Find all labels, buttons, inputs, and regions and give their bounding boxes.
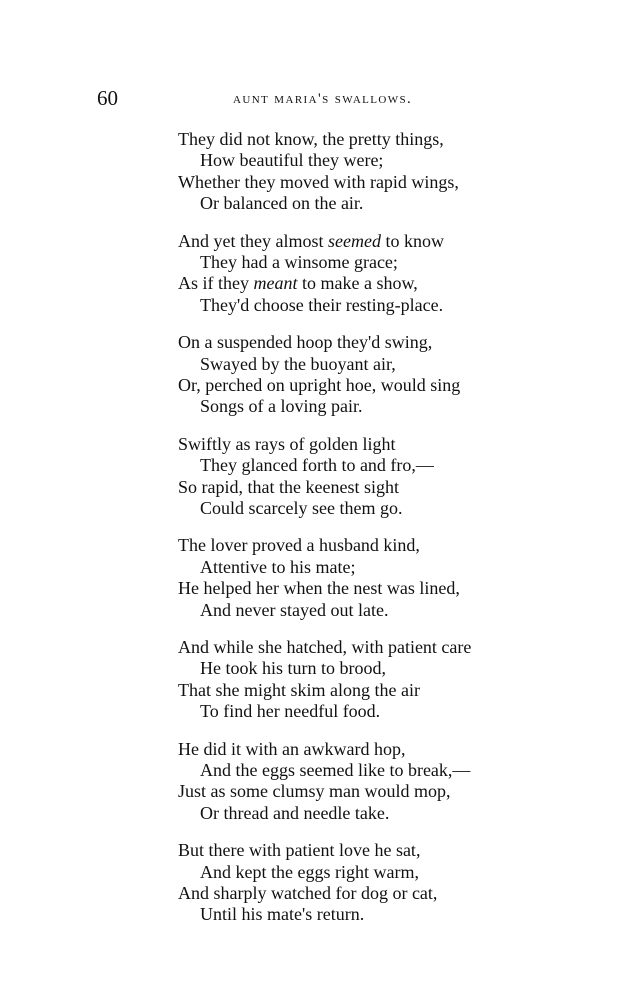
poem-line: Swayed by the buoyant air,: [200, 353, 396, 374]
italic-word: meant: [253, 273, 298, 294]
poem-line: The lover proved a husband kind,: [178, 535, 420, 556]
poem-line: Songs of a loving pair.: [200, 396, 363, 417]
poem-line: Just as some clumsy man would mop,: [178, 781, 451, 802]
poem-line: And sharply watched for dog or cat,: [178, 882, 438, 903]
page-number: 60: [97, 86, 118, 110]
stanza: [178, 332, 618, 434]
stanza: [178, 231, 618, 333]
stanza: [178, 739, 618, 841]
poem-line: Could scarcely see them go.: [200, 498, 403, 518]
line-text: As if they: [178, 273, 254, 294]
poem: [178, 129, 618, 942]
stanza: [178, 637, 618, 739]
poem-line: And never stayed out late.: [200, 599, 389, 620]
poem-line: Until his mate's return.: [200, 904, 365, 925]
poem-line: Whether they moved with rapid wings,: [178, 171, 459, 192]
poem-line: So rapid, that the keenest sight: [178, 476, 399, 497]
poem-line: They glanced forth to and fro,—: [200, 455, 434, 476]
poem-line: That she might skim along the air: [178, 679, 420, 700]
italic-word: seemed: [327, 230, 381, 251]
poem-line: He took his turn to brood,: [200, 658, 386, 679]
line-text: to make a show,: [297, 273, 418, 294]
poem-line: Or thread and needle take.: [200, 802, 390, 823]
poem-line: Or, perched on upright hoe, would sing: [178, 375, 461, 395]
poem-line: And while she hatched, with patient care: [178, 636, 472, 657]
stanza: [178, 129, 618, 231]
poem-line: They'd choose their resting-place.: [200, 294, 444, 315]
line-text: And yet they almost: [178, 230, 328, 251]
poem-line: He helped her when the nest was lined,: [178, 578, 460, 599]
poem-line: He did it with an awkward hop,: [178, 738, 406, 759]
poem-line: And kept the eggs right warm,: [200, 861, 419, 882]
line-text: to know: [380, 230, 444, 251]
poem-line: They did not know, the pretty things,: [178, 129, 444, 149]
stanza: [178, 840, 618, 942]
poem-line: They had a winsome grace;: [200, 252, 398, 272]
poem-line: Swiftly as rays of golden light: [178, 433, 396, 454]
poem-line: To find her needful food.: [200, 701, 381, 722]
poem-line: On a suspended hoop they'd swing,: [178, 332, 433, 353]
poem-line: Attentive to his mate;: [200, 556, 356, 577]
poem-line: How beautiful they were;: [200, 150, 384, 171]
poem-line: [178, 231, 618, 252]
running-head: aunt maria's swallows.: [233, 91, 413, 107]
poem-line: [178, 273, 618, 294]
poem-line: Or balanced on the air.: [200, 193, 364, 214]
stanza: [178, 535, 618, 637]
stanza: [178, 434, 618, 536]
poem-line: And the eggs seemed like to break,—: [200, 759, 471, 780]
poem-line: But there with patient love he sat,: [178, 840, 421, 861]
